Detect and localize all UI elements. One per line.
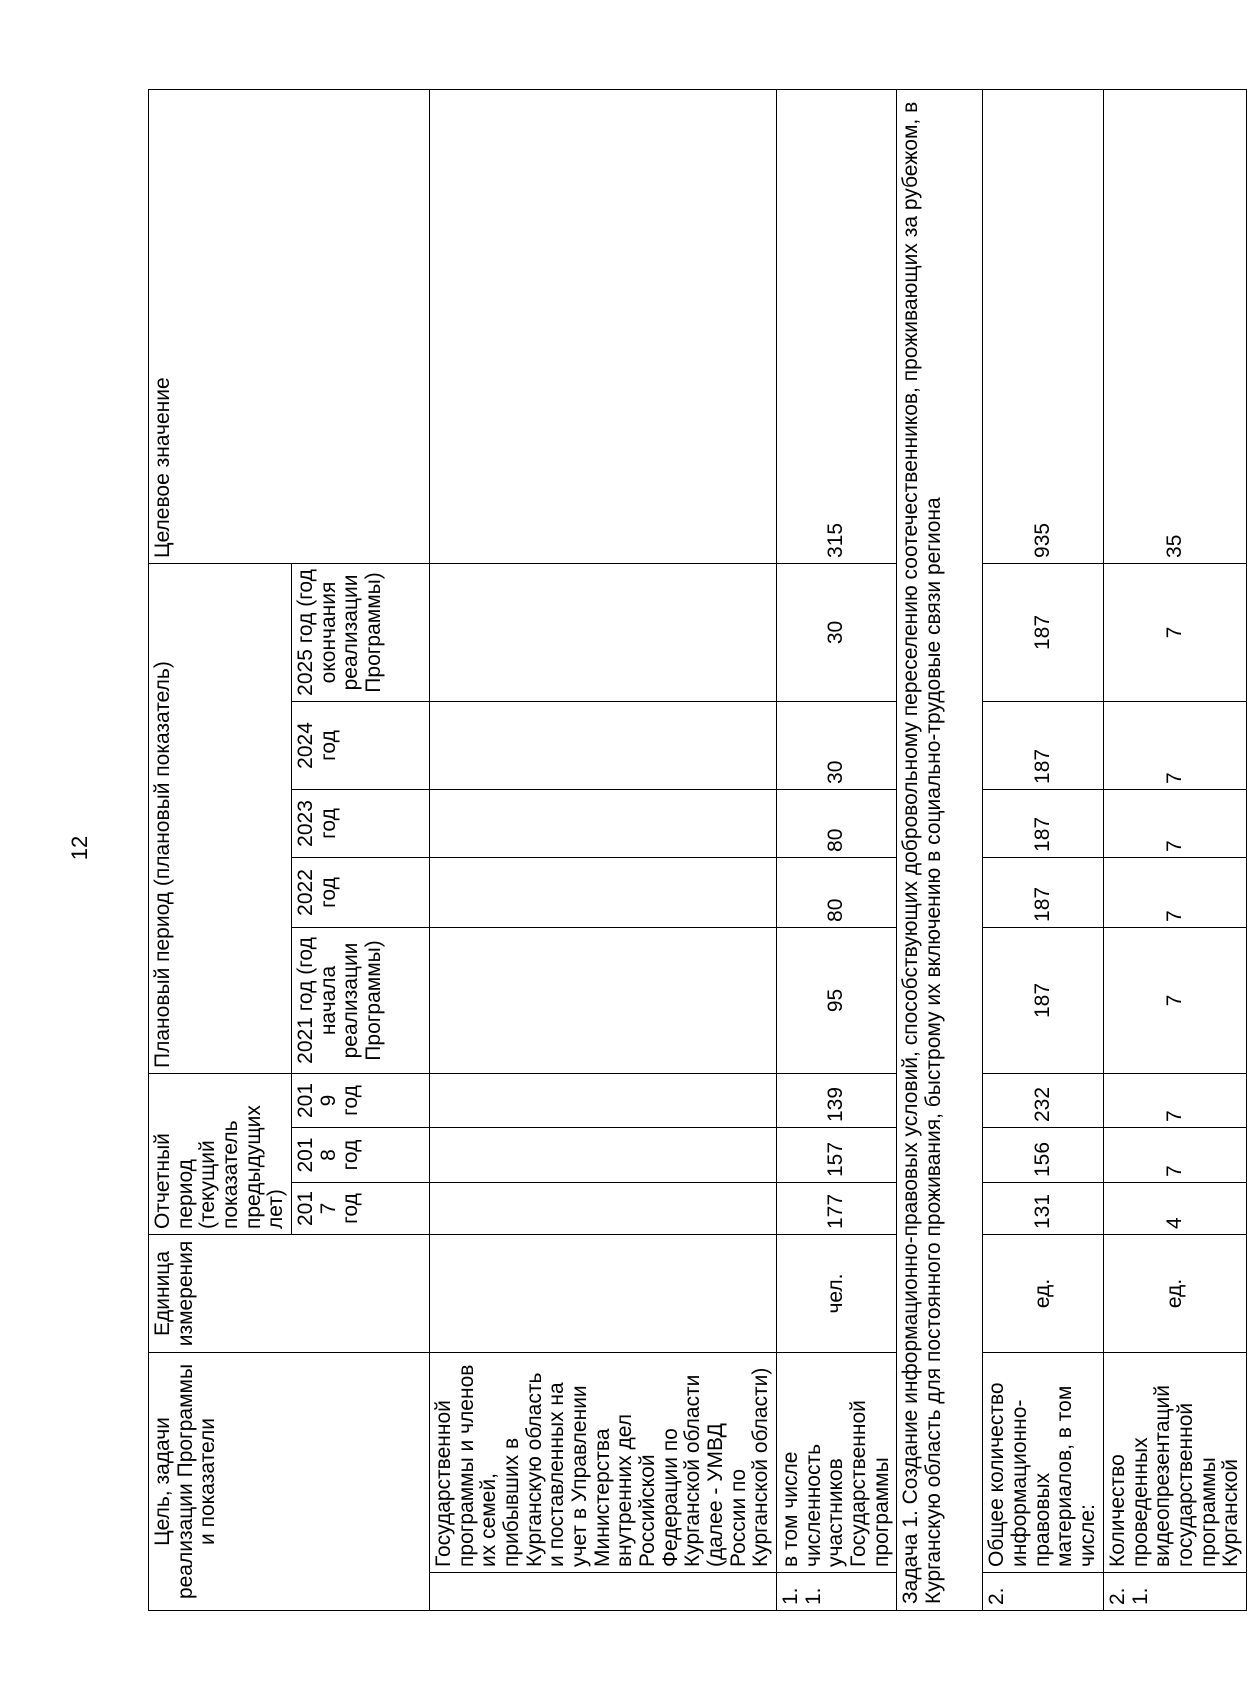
cell-2025: 187: [983, 563, 1103, 701]
cell-2019: [430, 1073, 777, 1127]
header-year-2024: 2024 год: [292, 701, 430, 789]
cell-2018: 7: [1103, 1128, 1246, 1183]
cell-2023: 187: [983, 789, 1103, 857]
cell-2022: [430, 857, 777, 927]
cell-target: 935: [983, 89, 1103, 563]
cell-2019: 139: [777, 1073, 897, 1127]
cell-2024: 7: [1103, 701, 1246, 789]
row-text: Государственной программы и членов их семей, прибывших в Курганскую область и поставленных на учет в Управлении Министерства внутренних дел Российской Федерации по Курганской области (далее - УМВД России по Курганской области): [430, 1353, 777, 1573]
cell-target: 35: [1103, 89, 1246, 563]
row-text: Общее количество информационно-правовых материалов, в том числе:: [983, 1353, 1103, 1573]
row-number: [430, 1573, 777, 1611]
header-year-2017: 2017 год: [292, 1183, 430, 1235]
header-unit: Единица измерения: [149, 1235, 430, 1353]
cell-2023: 7: [1103, 789, 1246, 857]
rotated-page-content: [148, 90, 1243, 1611]
cell-target: 315: [777, 89, 897, 563]
cell-2017: 4: [1103, 1183, 1246, 1235]
cell-2023: 80: [777, 789, 897, 857]
header-report-period: Отчетный период (текущий показатель предыдущих лет): [149, 1073, 292, 1234]
row-unit: ед.: [1103, 1235, 1246, 1353]
cell-2021: 7: [1103, 927, 1246, 1073]
table-row: [983, 89, 1103, 1610]
header-year-2018: 2018 год: [292, 1128, 430, 1183]
header-year-2022: 2022 год: [292, 857, 430, 927]
cell-2025: 30: [777, 563, 897, 701]
header-row-top: [149, 89, 292, 1610]
table-row: [430, 89, 777, 1610]
cell-2017: 177: [777, 1183, 897, 1235]
cell-2024: [430, 701, 777, 789]
row-text: в том числе численность участников Государственной программы: [777, 1353, 897, 1573]
table-row: [1103, 89, 1246, 1610]
table-row: [777, 89, 897, 1610]
indicators-table: [148, 89, 1247, 1611]
header-plan-period: Плановый период (плановый показатель): [149, 563, 292, 1073]
task-row: [897, 89, 983, 1610]
row-number: 2.1.: [1103, 1573, 1246, 1611]
cell-2023: [430, 789, 777, 857]
cell-target: [430, 89, 777, 563]
row-number: 1.1.: [777, 1573, 897, 1611]
header-year-2023: 2023 год: [292, 789, 430, 857]
cell-2024: 187: [983, 701, 1103, 789]
cell-2022: 80: [777, 857, 897, 927]
cell-2022: 7: [1103, 857, 1246, 927]
cell-2021: [430, 927, 777, 1073]
row-unit: ед.: [983, 1235, 1103, 1353]
cell-2018: 156: [983, 1128, 1103, 1183]
cell-2019: 232: [983, 1073, 1103, 1127]
cell-2025: 7: [1103, 563, 1246, 701]
row-unit: чел.: [777, 1235, 897, 1353]
cell-2017: 131: [983, 1183, 1103, 1235]
cell-2025: [430, 563, 777, 701]
header-year-2025: 2025 год (год окончания реализации Программы): [292, 563, 430, 701]
row-number: 2.: [983, 1573, 1103, 1611]
cell-2022: 187: [983, 857, 1103, 927]
cell-2021: 187: [983, 927, 1103, 1073]
page-number: 12: [67, 835, 92, 861]
cell-2021: 95: [777, 927, 897, 1073]
cell-2018: 157: [777, 1128, 897, 1183]
header-year-2019: 2019 год: [292, 1073, 430, 1127]
cell-2017: [430, 1183, 777, 1235]
header-target: Целевое значение: [149, 89, 430, 563]
header-year-2021: 2021 год (год начала реализации Программы): [292, 927, 430, 1073]
cell-2019: 7: [1103, 1073, 1246, 1127]
cell-2018: [430, 1128, 777, 1183]
task-1-title: Задача 1. Создание информационно-правовых условий, способствующих добровольному переселению соотечественников, проживающих за рубежом, в Курганскую область для постоянного проживания, быстрому их включению в социально-трудовые связи региона: [897, 89, 983, 1610]
row-text: Количество проведенных видеопрезентаций государственной программы Курганской: [1103, 1353, 1246, 1573]
header-goal: Цель, задачи реализации Программы и показатели: [149, 1353, 430, 1611]
cell-2024: 30: [777, 701, 897, 789]
row-unit: [430, 1235, 777, 1353]
